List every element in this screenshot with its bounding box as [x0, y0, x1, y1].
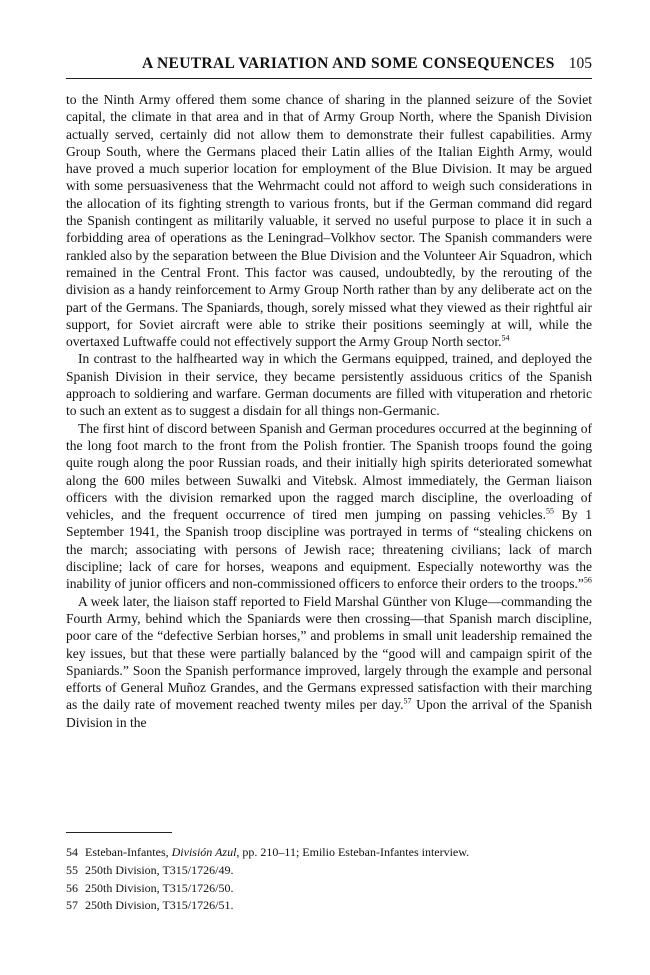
- footnote-text: [85, 844, 469, 862]
- footnote-text: 250th Division, T315/1726/51.: [85, 898, 234, 913]
- paragraph: [66, 593, 592, 731]
- footnote-text: 250th Division, T315/1726/49.: [85, 862, 234, 877]
- paragraph-text: A week later, the liaison staff reported to Field Marshal Günther von Kluge—commanding the Fourth Army, behind which the Spaniards were then crossing—that Spanish march discipline, poor care of the “defective Serbian horses,” and problems in small unit leadership remained the key issues, but that these were partially balanced by the “good will and campaign spirit of the Spaniards.” Soon the Spanish performance improved, largely through the example and personal efforts of General Muñoz Grandes, and the Germans expressed satisfaction with their marching as the daily rate of movement reached twenty miles per day.: [66, 593, 592, 713]
- footnote-title: División Azul: [171, 845, 237, 859]
- header-rule: [66, 78, 592, 79]
- paragraph-text: The first hint of discord between Spanish and German procedures occurred at the beginning of the long foot march to the front from the Polish frontier. The Spanish troops found the going quite rough along the poor Russian roads, and their initially high spirits deteriorated somewhat along the 600 miles between Suwalki and Vitebsk. Almost immediately, the German liaison officers with the division remarked upon the ragged march discipline, the overloading of vehicles, and the frequent occurrence of tired men jumping on passing vehicles.: [66, 420, 592, 523]
- paragraph-text: to the Ninth Army offered them some chance of sharing in the planned seizure of the Soviet capital, the climate in that area and in that of Army Group North, where the Spanish Division actually served, certainly did not allow them to demonstrate their fullest capabilities. Army Group South, where the Germans placed their Latin allies of the Italian Eighth Army, would have proved a much superior location for employment of the Blue Division. It may be argued with some persuasiveness that the Wehrmacht could not afford to weigh such considerations in the allocation of its fighting strength to various fronts, but if the German command did regard the Spanish contingent as militarily valuable, it served no useful purpose to place it in such a forbidding area of operations as the Leningrad–Volkhov sector. The Spanish commanders were rankled also by the separation between the Blue Division and the Volunteer Air Squadron, which remained in the Central Front. This factor was caused, undoubtedly, by the rerouting of the division as a handy reinforcement to Army Group North rather than by any deliberate act on the part of the Germans. The Spaniards, though, sorely missed what they viewed as their rightful air support, for Soviet aircraft were able to strike their positions seemingly at will, while the overtaxed Luftwaffe could not effectively support the Army Group North sector.: [66, 92, 592, 350]
- running-header: [66, 55, 592, 73]
- paragraph: [66, 350, 592, 419]
- running-title: A NEUTRAL VARIATION AND SOME CONSEQUENCES: [142, 55, 555, 72]
- footnote-ref[interactable]: 56: [583, 575, 592, 585]
- footnote-number: 54: [66, 845, 78, 859]
- paragraph-text: Upon the arrival of the Spanish Division in the: [66, 697, 592, 730]
- footnote: [66, 880, 592, 898]
- paragraph: [66, 420, 592, 593]
- paragraph-text: By 1 September 1941, the Spanish troop discipline was portrayed in terms of “stealing chickens on the march; associating with persons of Jewish race; threatening civilians; lack of march discipline; lack of care for horses, weapons and equipment. Especially noteworthy was the inability of junior officers and non-commissioned officers to enforce their orders to the troops.”: [66, 507, 592, 592]
- paragraph-text: In contrast to the halfhearted way in which the Germans equipped, trained, and deployed the Spanish Division in their service, they became persistently assiduous critics of the Spanish approach to soldiering and warfare. German documents are filled with vituperation and rhetoric to such an extent as to suggest a disdain for all things non-Germanic.: [66, 351, 592, 419]
- footnote: [66, 897, 592, 915]
- footnote-text-part: Esteban-Infantes,: [85, 845, 172, 859]
- footnote-text: 250th Division, T315/1726/50.: [85, 880, 234, 895]
- footnote-ref[interactable]: 55: [545, 506, 554, 516]
- footnote-number: 57: [66, 898, 78, 913]
- footnote-rule: [66, 832, 172, 833]
- footnote: [66, 862, 592, 880]
- footnote-ref[interactable]: 57: [403, 696, 412, 706]
- footnotes: [66, 844, 592, 915]
- paragraph: [66, 91, 592, 350]
- footnote-number: 56: [66, 880, 78, 895]
- footnote: [66, 844, 592, 862]
- body-text: [66, 91, 592, 731]
- footnote-text-part: , pp. 210–11; Emilio Esteban-Infantes interview.: [236, 845, 470, 859]
- footnote-number: 55: [66, 862, 78, 877]
- footnote-ref[interactable]: 54: [501, 333, 510, 343]
- page-number: 105: [568, 55, 592, 72]
